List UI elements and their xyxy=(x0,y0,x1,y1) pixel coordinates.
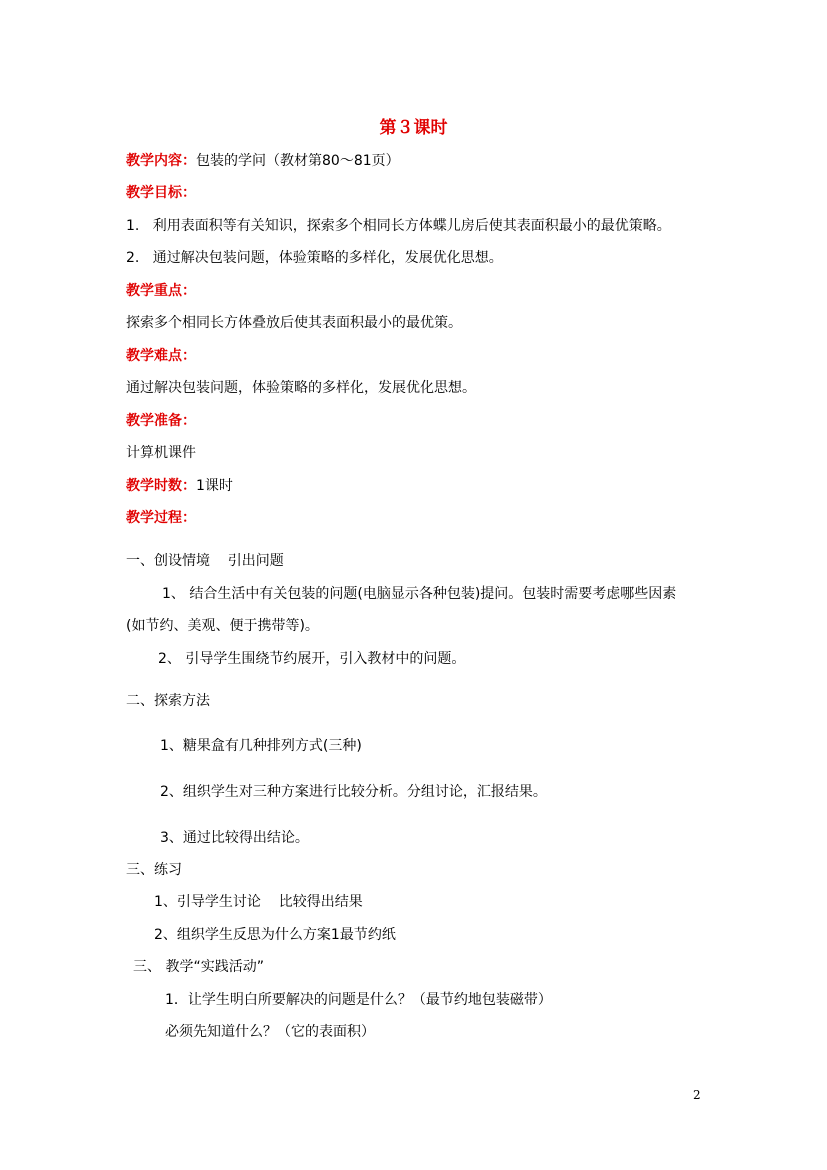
difficulties-text: 通过解决包装问题，体验策略的多样化，发展优化思想。 xyxy=(126,380,476,396)
content-text: 包装的学问（教材第80～81页） xyxy=(196,153,400,169)
hours-label: 教学时数： xyxy=(126,478,196,494)
section-3-item-1: 1、引导学生讨论 比较得出结果 xyxy=(154,894,363,910)
content-row xyxy=(126,152,400,170)
section-1-heading: 一、创设情境 引出问题 xyxy=(126,553,284,569)
page-title: 第３课时 xyxy=(379,118,448,138)
section-3-item-2: 2、组织学生反思为什么方案1最节约纸 xyxy=(154,927,396,943)
process-label: 教学过程： xyxy=(126,510,196,526)
section-1-item-2: 2、 引导学生围绕节约展开，引入教材中的问题。 xyxy=(158,651,466,667)
section-1-item-1-line-1: 1、 结合生活中有关包装的问题(电脑显示各种包装)提问。包装时需要考虑哪些因素 xyxy=(162,586,677,602)
content-label: 教学内容： xyxy=(126,153,196,169)
difficulties-label: 教学难点： xyxy=(126,348,196,364)
page-number: 2 xyxy=(693,1088,701,1102)
section-4-line-1: 1．让学生明白所要解决的问题是什么？（最节约地包装磁带） xyxy=(165,992,552,1008)
section-2-item-3: 3、通过比较得出结论。 xyxy=(160,830,309,846)
goals-label: 教学目标： xyxy=(126,185,196,201)
key-points-text: 探索多个相同长方体叠放后使其表面积最小的最优策。 xyxy=(126,315,462,331)
hours-text: 1课时 xyxy=(196,478,233,494)
section-2-heading: 二、探索方法 xyxy=(126,693,210,709)
preparation-text: 计算机课件 xyxy=(126,445,196,461)
section-4-line-2: 必须先知道什么？（它的表面积） xyxy=(165,1024,375,1040)
goal-item-1: 1. 利用表面积等有关知识，探索多个相同长方体蝶儿房后使其表面积最小的最优策略。 xyxy=(126,218,671,234)
hours-row xyxy=(126,477,233,495)
key-points-label: 教学重点： xyxy=(126,283,196,299)
section-3-heading: 三、练习 xyxy=(126,862,182,878)
section-2-item-1: 1、糖果盒有几种排列方式(三种) xyxy=(160,738,362,754)
section-4-heading: 三、 教学“实践活动” xyxy=(133,959,264,975)
preparation-label: 教学准备： xyxy=(126,413,196,429)
section-1-item-1-line-2: (如节约、美观、便于携带等)。 xyxy=(126,618,319,634)
section-2-item-2: 2、组织学生对三种方案进行比较分析。分组讨论，汇报结果。 xyxy=(160,784,547,800)
goal-item-2: 2. 通过解决包装问题，体验策略的多样化，发展优化思想。 xyxy=(126,250,503,266)
